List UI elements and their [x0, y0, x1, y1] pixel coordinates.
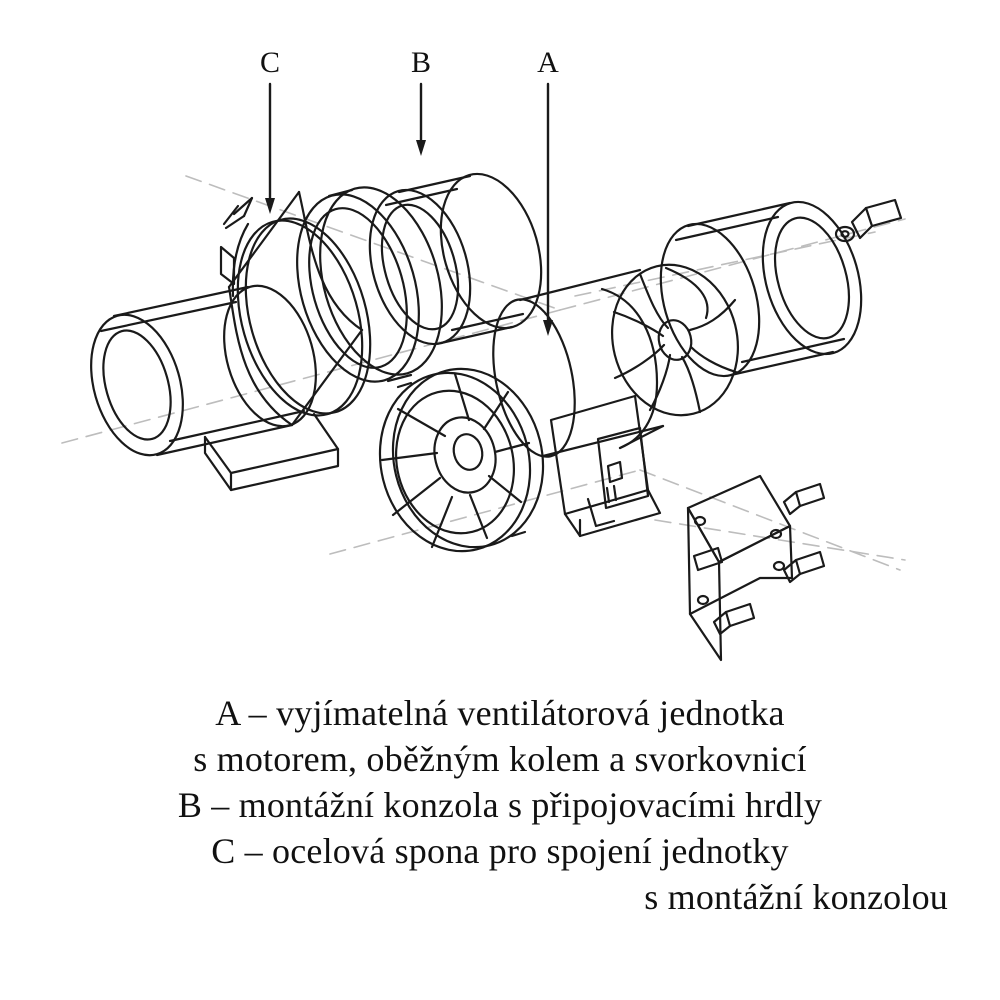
legend: [0, 690, 1000, 920]
left-duct-spigot: [76, 275, 331, 466]
callout-label-a: A: [537, 46, 559, 79]
right-duct-housing: [644, 190, 877, 387]
legend-line-2: s motorem, oběžným kolem a svorkovnicí: [193, 739, 807, 780]
legend-line-1: A – vyjímatelná ventilátorová jednotka: [215, 693, 785, 733]
callout-label-b: B: [410, 46, 432, 79]
impeller-wheel: [361, 353, 561, 567]
terminal-box: [551, 396, 660, 536]
legend-line-3: B – montážní konzola s připojovacími hrdly: [177, 785, 823, 826]
impeller-wheel-right: [596, 251, 753, 428]
mounting-bracket-body: [205, 192, 362, 490]
fixing-screws: [694, 200, 901, 634]
legend-line-4: C – ocelová spona pro spojení jednotky: [211, 831, 789, 872]
callout-label-c: C: [259, 46, 281, 79]
legend-line-5: s montážní konzolou: [644, 877, 948, 918]
